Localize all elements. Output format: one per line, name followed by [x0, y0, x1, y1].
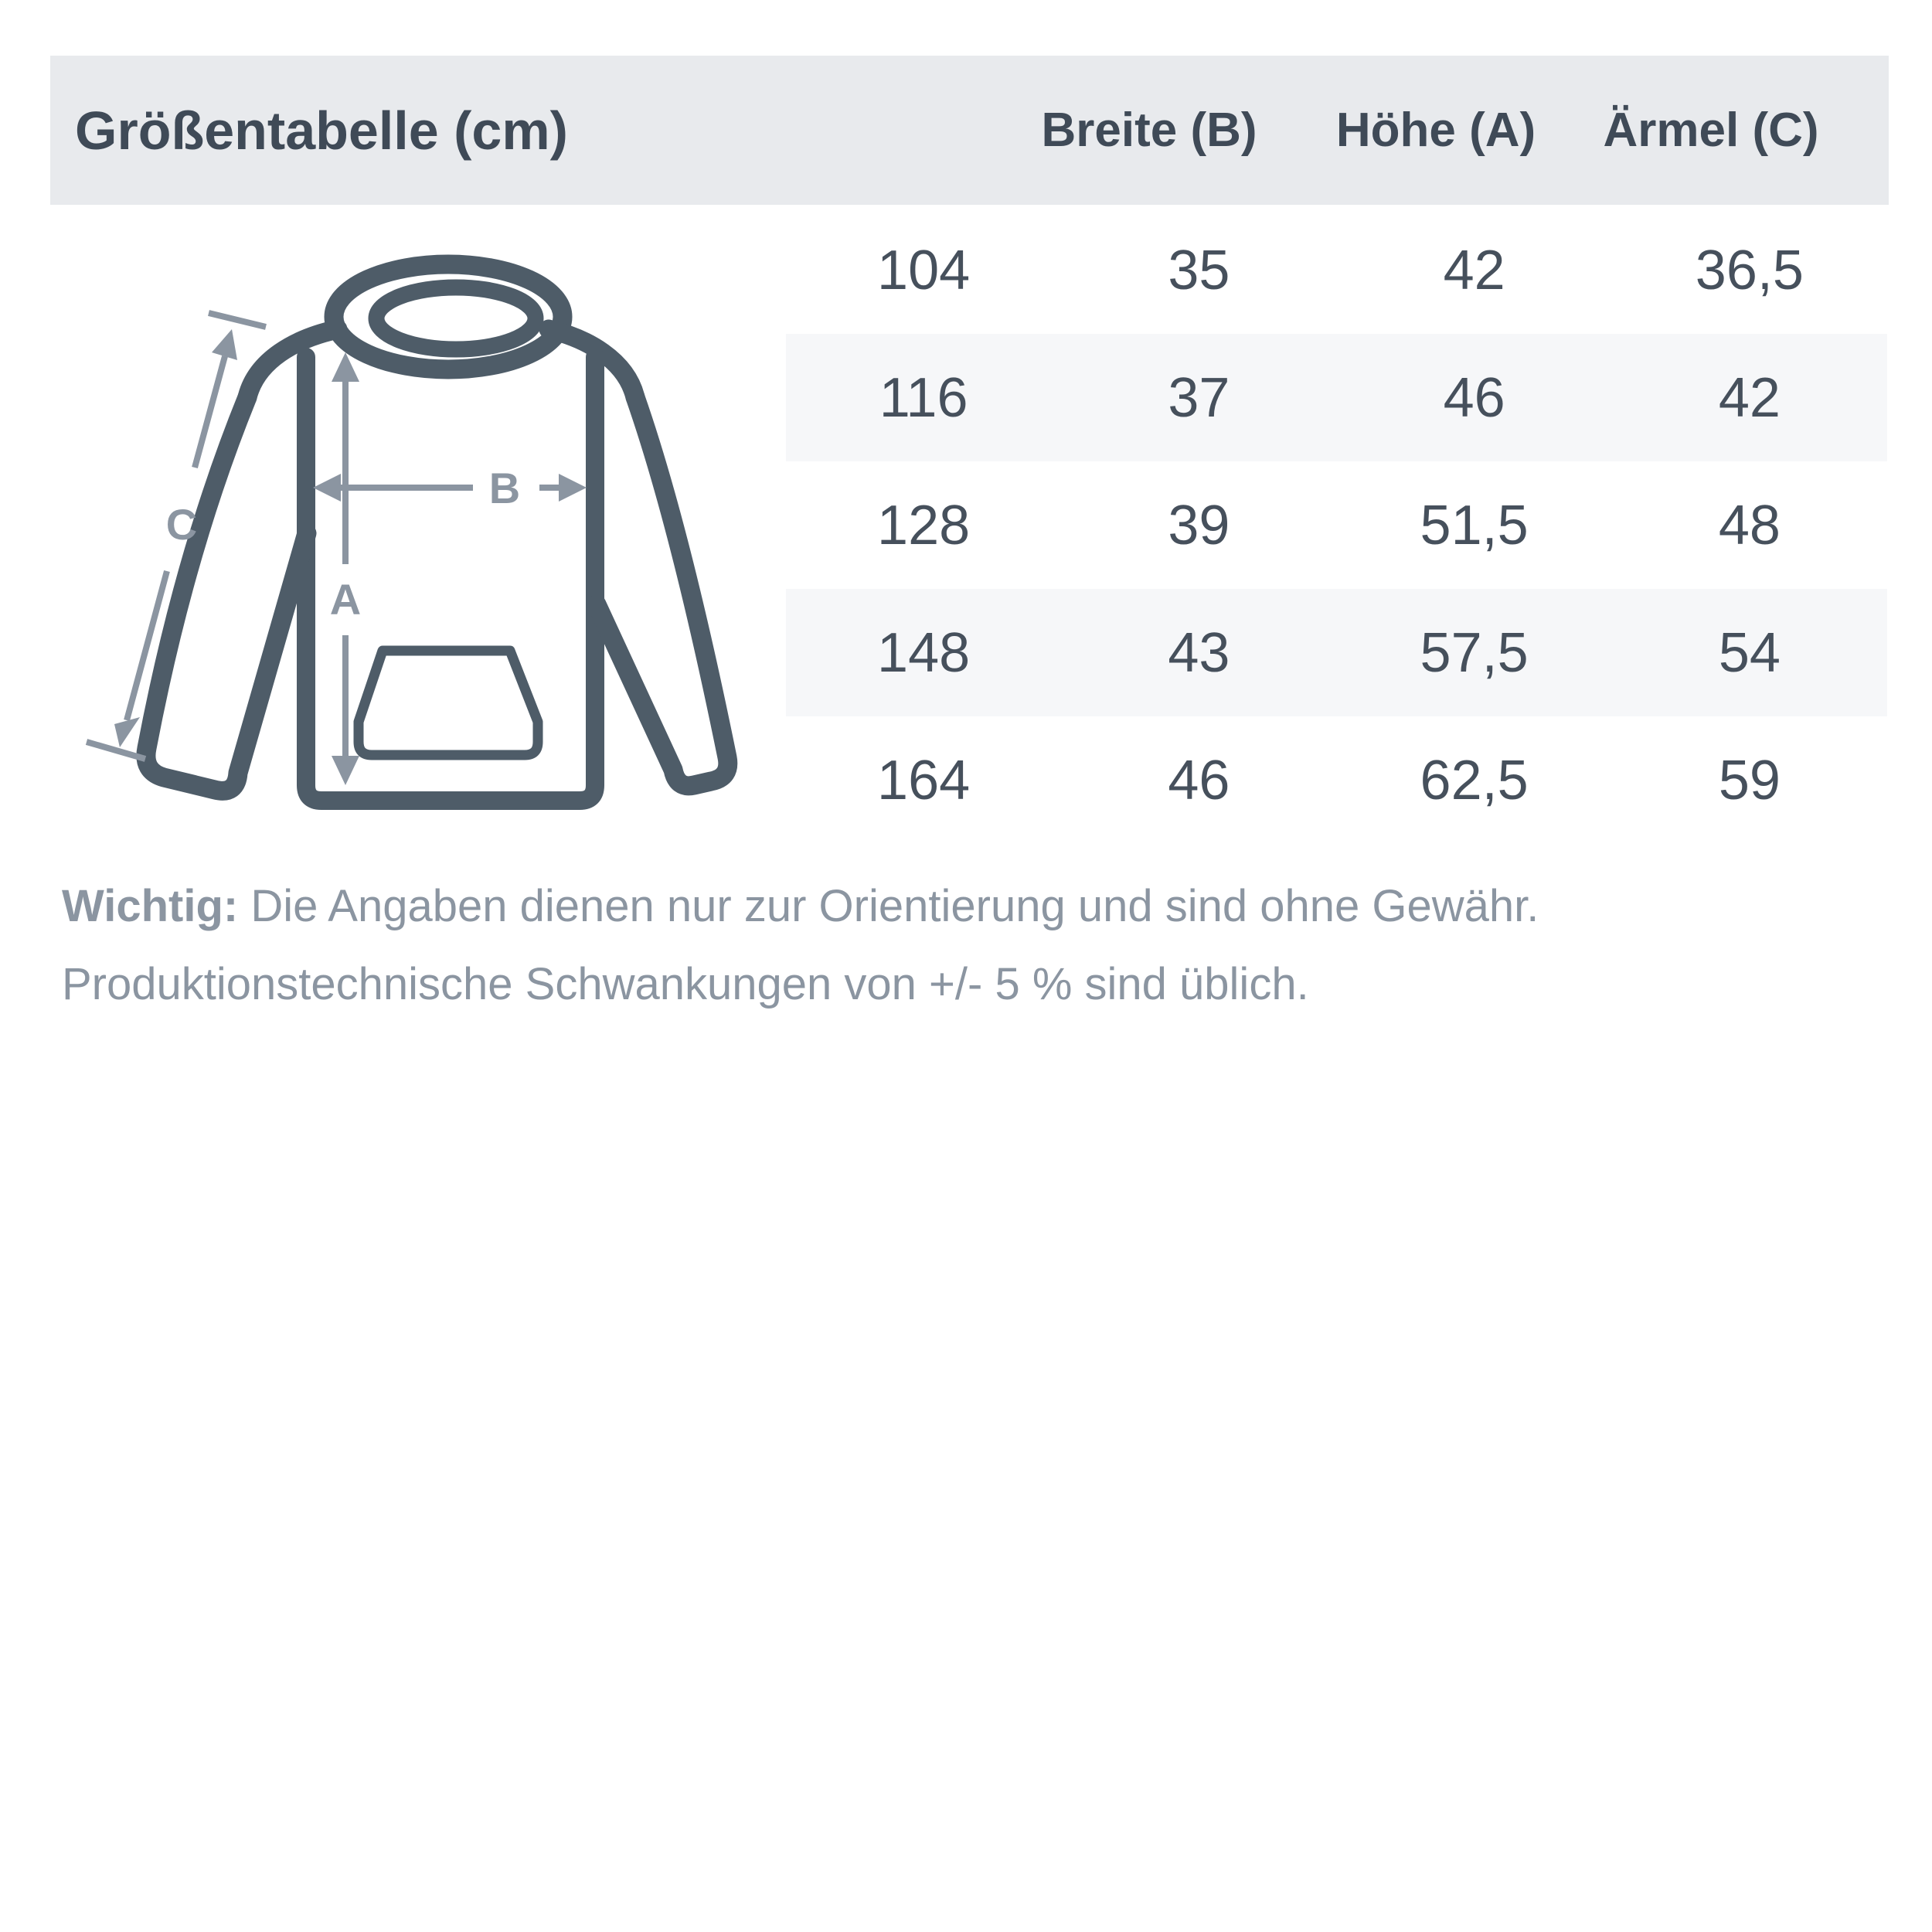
- arrowhead-a-down: [332, 756, 359, 785]
- left-shoulder-line: [247, 329, 338, 397]
- table-cell: 48: [1718, 494, 1781, 556]
- table-cell: 51,5: [1420, 494, 1529, 556]
- table-row: [786, 716, 1887, 844]
- page-title: Größentabelle (cm): [75, 100, 568, 161]
- hood-inner-ring: [376, 287, 536, 349]
- arrowhead-c-down: [114, 717, 140, 747]
- table-row: [786, 206, 1887, 334]
- disclaimer-line-1: [62, 867, 1886, 945]
- table-row: [786, 334, 1887, 461]
- disclaimer-line-2: [62, 945, 1886, 1023]
- column-header-breite: Breite (B): [1041, 104, 1257, 157]
- table-cell: 42: [1443, 239, 1505, 301]
- label-a: A: [329, 575, 362, 624]
- table-cell: 57,5: [1420, 621, 1529, 684]
- table-cell: 116: [879, 366, 968, 429]
- column-header-hoehe: Höhe (A): [1335, 104, 1536, 157]
- table-cell: 39: [1168, 494, 1230, 556]
- table-row: [786, 461, 1887, 589]
- table-cell: 46: [1168, 749, 1230, 811]
- right-sleeve-outline: [597, 397, 728, 786]
- disclaimer-text-2: Produktionstechnische Schwankungen von +/- 5 % sind üblich.: [62, 959, 1309, 1009]
- table-cell: 164: [877, 749, 971, 811]
- left-sleeve-outline: [146, 397, 307, 791]
- disclaimer-text-1: Die Angaben dienen nur zur Orientierung und sind ohne Gewähr.: [250, 881, 1539, 931]
- hoodie-measurement-diagram: [46, 201, 811, 881]
- label-b: B: [488, 464, 521, 512]
- arrowhead-c-up: [212, 329, 237, 360]
- table-cell: 35: [1168, 239, 1230, 301]
- table-cell: 42: [1718, 366, 1781, 429]
- table-cell: 54: [1718, 621, 1781, 684]
- table-row: [786, 589, 1887, 716]
- table-cell: 104: [877, 239, 971, 301]
- table-cell: 128: [877, 494, 971, 556]
- size-table: [786, 206, 1887, 844]
- disclaimer-note: [62, 867, 1886, 1023]
- column-header-aermel: Ärmel (C): [1603, 104, 1819, 157]
- table-cell: 36,5: [1695, 239, 1804, 301]
- table-cell: 37: [1168, 366, 1230, 429]
- kangaroo-pocket: [359, 651, 538, 755]
- table-cell: 148: [877, 621, 971, 684]
- label-c: C: [165, 500, 198, 549]
- table-cell: 46: [1443, 366, 1505, 429]
- table-cell: 43: [1168, 621, 1230, 684]
- disclaimer-lead: Wichtig:: [62, 881, 239, 931]
- table-cell: 59: [1718, 749, 1781, 811]
- table-cell: 62,5: [1420, 749, 1529, 811]
- table-header-bar: [50, 56, 1889, 205]
- arrowhead-b-left: [313, 474, 341, 502]
- arrowhead-b-right: [559, 474, 587, 502]
